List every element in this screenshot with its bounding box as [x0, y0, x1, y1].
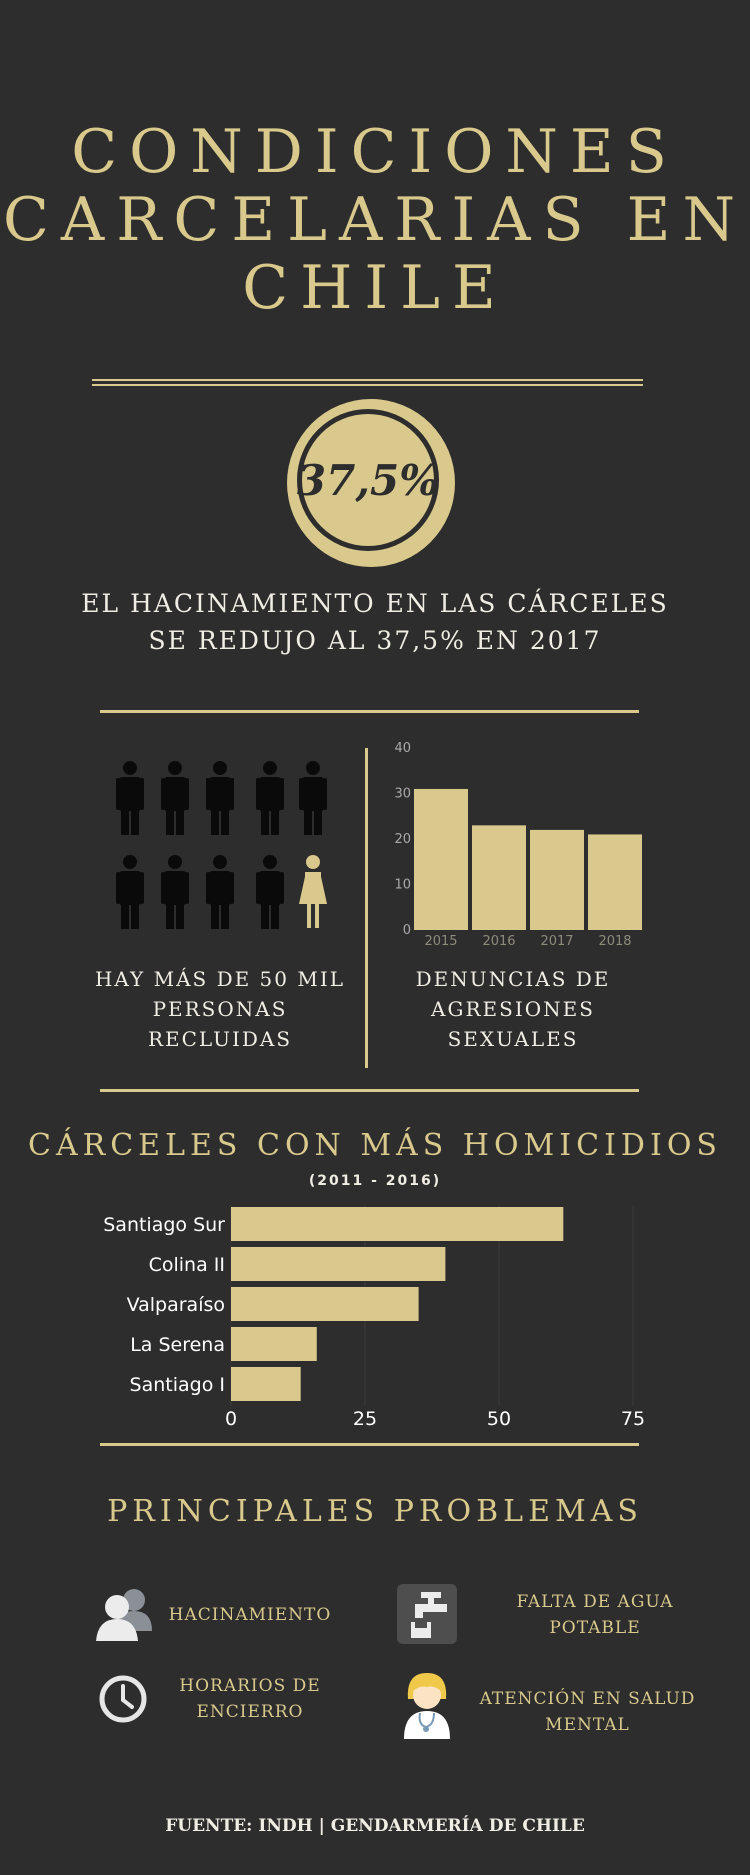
people-caption-line-1: HAY MÁS DE 50 MIL: [94, 967, 346, 991]
problem-agua-line-2: POTABLE: [549, 1618, 641, 1638]
divider-problems: [100, 1443, 639, 1446]
problem-salud: [475, 1686, 700, 1738]
bar-colina-ii: [231, 1247, 445, 1281]
woman-figure-icon: [299, 855, 327, 928]
homicides-title: CÁRCELES CON MÁS HOMICIDIOS: [28, 1128, 722, 1163]
title-line-1: CONDICIONES: [71, 117, 679, 187]
stat-description: [0, 585, 750, 659]
problems-title: PRINCIPALES PROBLEMAS: [107, 1494, 643, 1529]
page-title: [0, 118, 750, 322]
assault-caption-line-3: SEXUALES: [447, 1027, 579, 1051]
y-tick-label: 30: [394, 786, 411, 802]
bar-valparaíso: [231, 1287, 419, 1321]
man-figure-icon: [206, 761, 234, 835]
assault-caption: [383, 964, 643, 1054]
water-tap-icon: [397, 1584, 457, 1644]
divider-homicides: [100, 1089, 639, 1092]
category-label: Santiago Sur: [103, 1214, 225, 1236]
problem-horarios: [160, 1673, 340, 1725]
y-tick-label: 10: [394, 877, 411, 893]
people-caption-line-2: PERSONAS: [152, 997, 288, 1021]
stat-circle-core: [296, 414, 440, 546]
doctor-icon: [400, 1669, 454, 1739]
bar-2017: [530, 830, 584, 930]
source-footer: FUENTE: INDH | GENDARMERÍA DE CHILE: [165, 1816, 585, 1836]
people-caption-line-3: RECLUIDAS: [147, 1027, 293, 1051]
title-line-3: CHILE: [242, 253, 508, 323]
divider-middle: [100, 710, 639, 713]
stat-value: 37,5%: [296, 455, 440, 505]
assault-caption-line-2: AGRESIONES: [431, 997, 595, 1021]
title-line-2: CARCELARIAS EN: [3, 185, 747, 255]
x-tick-label: 2017: [540, 934, 574, 949]
bar-2016: [472, 825, 526, 930]
x-tick-label: 75: [620, 1408, 646, 1430]
problem-agua: [490, 1589, 700, 1641]
man-figure-icon: [256, 761, 284, 835]
assault-caption-line-1: DENUNCIAS DE: [415, 967, 611, 991]
sexual-assault-chart: [380, 735, 650, 950]
x-tick-label: 2018: [598, 934, 632, 949]
man-figure-icon: [299, 761, 327, 835]
x-tick-label: 2015: [424, 934, 458, 949]
category-label: Santiago I: [129, 1374, 225, 1396]
x-tick-label: 0: [224, 1408, 238, 1430]
people-icon: [94, 1585, 154, 1641]
man-figure-icon: [161, 855, 189, 929]
people-caption: [90, 964, 350, 1054]
x-tick-label: 50: [486, 1408, 512, 1430]
y-tick-label: 20: [394, 832, 411, 847]
divider-top-2: [92, 384, 643, 386]
problem-agua-line-1: FALTA DE AGUA: [516, 1592, 674, 1612]
category-label: Valparaíso: [126, 1294, 225, 1316]
man-figure-icon: [116, 855, 144, 929]
stat-description-line-1: EL HACINAMIENTO EN LAS CÁRCELES: [81, 589, 669, 618]
homicides-chart: [90, 1200, 670, 1435]
x-tick-label: 2016: [482, 934, 516, 949]
clock-icon: [97, 1673, 149, 1725]
divider-top-1: [92, 379, 643, 381]
stat-description-line-2: SE REDUJO AL 37,5% EN 2017: [148, 626, 602, 655]
bar-santiago-i: [231, 1367, 301, 1401]
people-pictogram: [100, 760, 340, 940]
man-figure-icon: [206, 855, 234, 929]
y-tick-label: 0: [402, 923, 411, 938]
divider-vertical: [365, 748, 368, 1068]
x-tick-label: 25: [352, 1408, 378, 1430]
category-label: Colina II: [148, 1254, 225, 1276]
bar-2018: [588, 834, 642, 930]
problem-horarios-line-2: ENCIERRO: [196, 1702, 304, 1722]
man-figure-icon: [256, 855, 284, 929]
man-figure-icon: [116, 761, 144, 835]
category-label: La Serena: [130, 1334, 225, 1356]
problem-salud-line-1: ATENCIÓN EN SALUD: [479, 1689, 696, 1709]
bar-santiago-sur: [231, 1207, 563, 1241]
bar-2015: [414, 789, 468, 930]
problem-hacinamiento: HACINAMIENTO: [168, 1605, 332, 1625]
man-figure-icon: [161, 761, 189, 835]
problem-salud-line-2: MENTAL: [545, 1715, 630, 1735]
bar-la-serena: [231, 1327, 317, 1361]
y-tick-label: 40: [394, 741, 411, 756]
problem-horarios-line-1: HORARIOS DE: [179, 1676, 321, 1696]
homicides-period: (2011 - 2016): [308, 1173, 442, 1189]
